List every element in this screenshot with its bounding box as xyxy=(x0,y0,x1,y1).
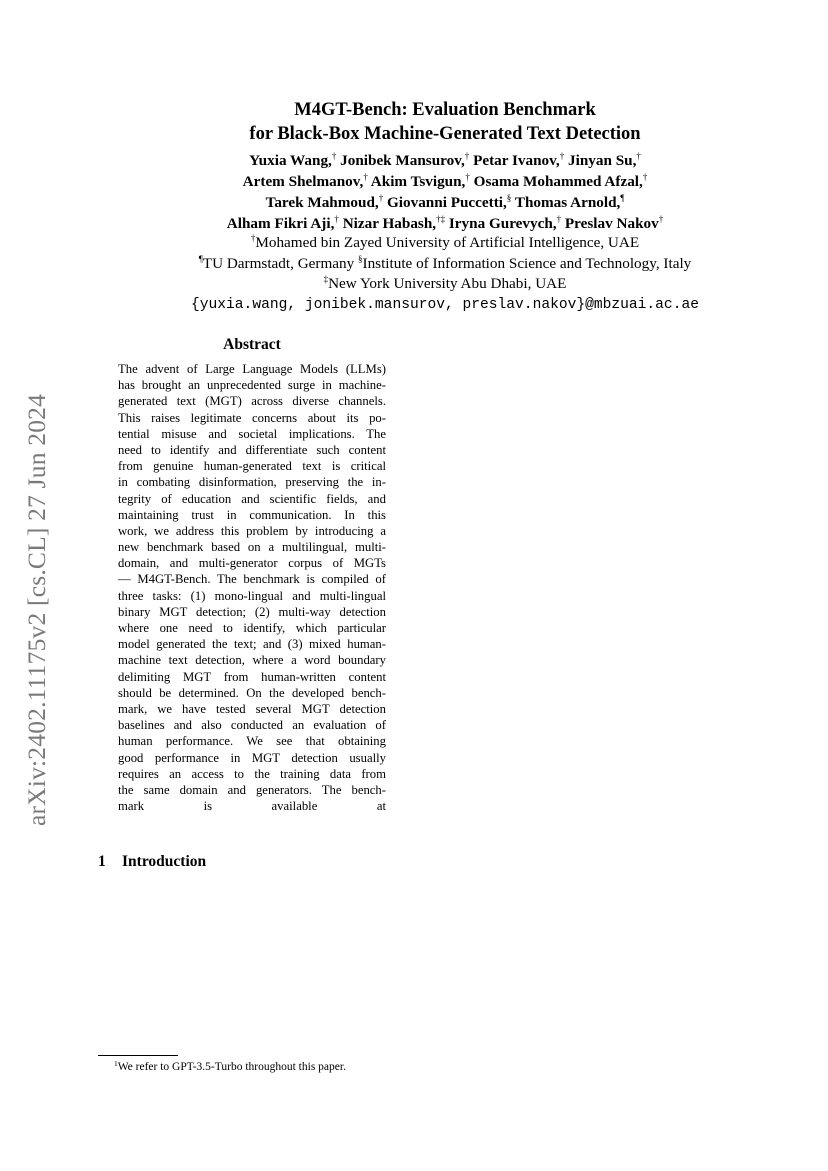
abstract-line: good performance in MGT detection usually xyxy=(118,750,386,765)
abstract-line: tential misuse and societal implications. The xyxy=(118,426,386,441)
author-affiliation-mark: † xyxy=(642,172,648,182)
author-name: Osama Mohammed Afzal, xyxy=(473,173,643,190)
author-name: Akim Tsvigun, xyxy=(370,173,466,190)
author-affiliation-mark: † xyxy=(658,214,664,224)
author-list xyxy=(100,150,790,234)
footnote-text: We refer to GPT-3.5-Turbo throughout this paper. xyxy=(117,1061,346,1073)
author-affiliation-mark: † xyxy=(636,151,641,161)
author-affiliation-mark: ¶ xyxy=(620,193,625,203)
abstract-line: The advent of Large Language Models (LLMs) xyxy=(118,362,386,376)
author-name: Jinyan Su, xyxy=(568,152,637,169)
author-affiliation-mark: † xyxy=(465,172,470,182)
author-name: Nizar Habash, xyxy=(342,215,437,232)
abstract-line: work, we address this problem by introducing a xyxy=(118,523,386,538)
abstract-line: binary MGT detection; (2) multi-way detection xyxy=(118,604,386,619)
section-title: Introduction xyxy=(122,853,207,870)
author-affiliation-mark: † xyxy=(334,214,339,224)
abstract-line: — M4GT-Bench. The benchmark is compiled of xyxy=(118,572,386,587)
section-heading-introduction xyxy=(98,853,206,871)
paper-title xyxy=(100,98,790,146)
author-row xyxy=(100,213,790,234)
author-name: Artem Shelmanov, xyxy=(242,173,364,190)
affiliation-mbzuai: †Mohamed bin Zayed University of Artificial Intelligence, UAE xyxy=(250,233,640,251)
abstract-line: from genuine human-generated text is critical xyxy=(118,459,386,474)
author-affiliation-mark: †‡ xyxy=(436,214,446,224)
author-name: Alham Fikri Aji, xyxy=(226,215,335,232)
author-name: Thomas Arnold, xyxy=(514,194,621,211)
footnote-rule xyxy=(98,1055,178,1056)
abstract-line: in combating disinformation, preserving the in- xyxy=(118,475,386,490)
author-affiliation-mark: § xyxy=(506,193,512,203)
abstract-line: domain, and multi-generator corpus of MGTs xyxy=(118,556,386,571)
author-affiliation-mark: † xyxy=(559,151,565,161)
abstract-line: has brought an unprecedented surge in machine- xyxy=(118,378,386,393)
abstract-line: baselines and also conducted an evaluation of xyxy=(118,718,386,733)
abstract-line: new benchmark based on a multilingual, multi- xyxy=(118,540,386,555)
arxiv-identifier-stamp xyxy=(12,370,62,850)
author-row xyxy=(100,192,790,213)
abstract-line: mark, we have tested several MGT detection xyxy=(118,701,386,716)
footnote xyxy=(114,1061,346,1073)
author-name: Petar Ivanov, xyxy=(473,152,560,169)
abstract-line: mark is available at xyxy=(118,799,386,814)
abstract-line: human performance. We see that obtaining xyxy=(118,734,386,749)
author-affiliation-mark: † xyxy=(331,151,337,161)
author-row xyxy=(100,171,790,192)
author-emails: {yuxia.wang, jonibek.mansurov, preslav.nakov}@mbzuai.ac.ae xyxy=(191,296,699,313)
section-number: 1 xyxy=(98,853,106,870)
abstract-line: maintaining trust in communication. In this xyxy=(118,507,386,522)
abstract-body xyxy=(118,361,386,814)
abstract-line: should be determined. On the developed bench- xyxy=(118,685,386,700)
footnote-mark: 1 xyxy=(114,1059,118,1068)
author-name: Preslav Nakov xyxy=(564,215,659,232)
abstract-line: delimiting MGT from human-written content xyxy=(118,669,386,684)
author-affiliation-mark: † xyxy=(464,151,470,161)
affiliations xyxy=(100,233,790,315)
author-name: Tarek Mahmoud, xyxy=(265,194,379,211)
affiliation-tud-isti: ¶TU Darmstadt, Germany §Institute of Information Science and Technology, Italy xyxy=(198,253,692,272)
title-line-1: M4GT-Bench: Evaluation Benchmark xyxy=(294,100,596,120)
arxiv-id-text: arXiv:2402.11175v2 [cs.CL] 27 Jun 2024 xyxy=(22,393,51,827)
abstract-line: model generated the text; and (3) mixed human- xyxy=(118,637,386,652)
abstract-line: generated text (MGT) across diverse channels. xyxy=(118,394,386,409)
abstract-line: requires an access to the training data from xyxy=(118,766,386,781)
affiliation-nyuad: ‡New York University Abu Dhabi, UAE xyxy=(323,274,567,292)
author-row xyxy=(100,150,790,171)
author-name: Yuxia Wang, xyxy=(249,152,332,169)
author-name: Giovanni Puccetti, xyxy=(386,194,507,211)
abstract-heading: Abstract xyxy=(223,336,281,353)
author-name: Iryna Gurevych, xyxy=(448,215,557,232)
author-affiliation-mark: † xyxy=(378,193,384,203)
abstract-line: three tasks: (1) mono-lingual and multi-lingual xyxy=(118,588,386,603)
abstract-line: tegrity of education and scientific fields, and xyxy=(118,491,386,506)
author-affiliation-mark: † xyxy=(363,172,368,182)
abstract-line: need to identify and differentiate such content xyxy=(118,442,386,457)
author-name: Jonibek Mansurov, xyxy=(340,152,465,169)
author-affiliation-mark: † xyxy=(556,214,562,224)
abstract-line: the same domain and generators. The bench- xyxy=(118,782,386,797)
abstract-line: where one need to identify, which particular xyxy=(118,621,386,635)
abstract-line: machine text detection, where a word boundary xyxy=(118,653,386,668)
abstract-line: This raises legitimate concerns about its po- xyxy=(118,410,386,425)
title-line-2: for Black-Box Machine-Generated Text Detection xyxy=(249,124,641,144)
